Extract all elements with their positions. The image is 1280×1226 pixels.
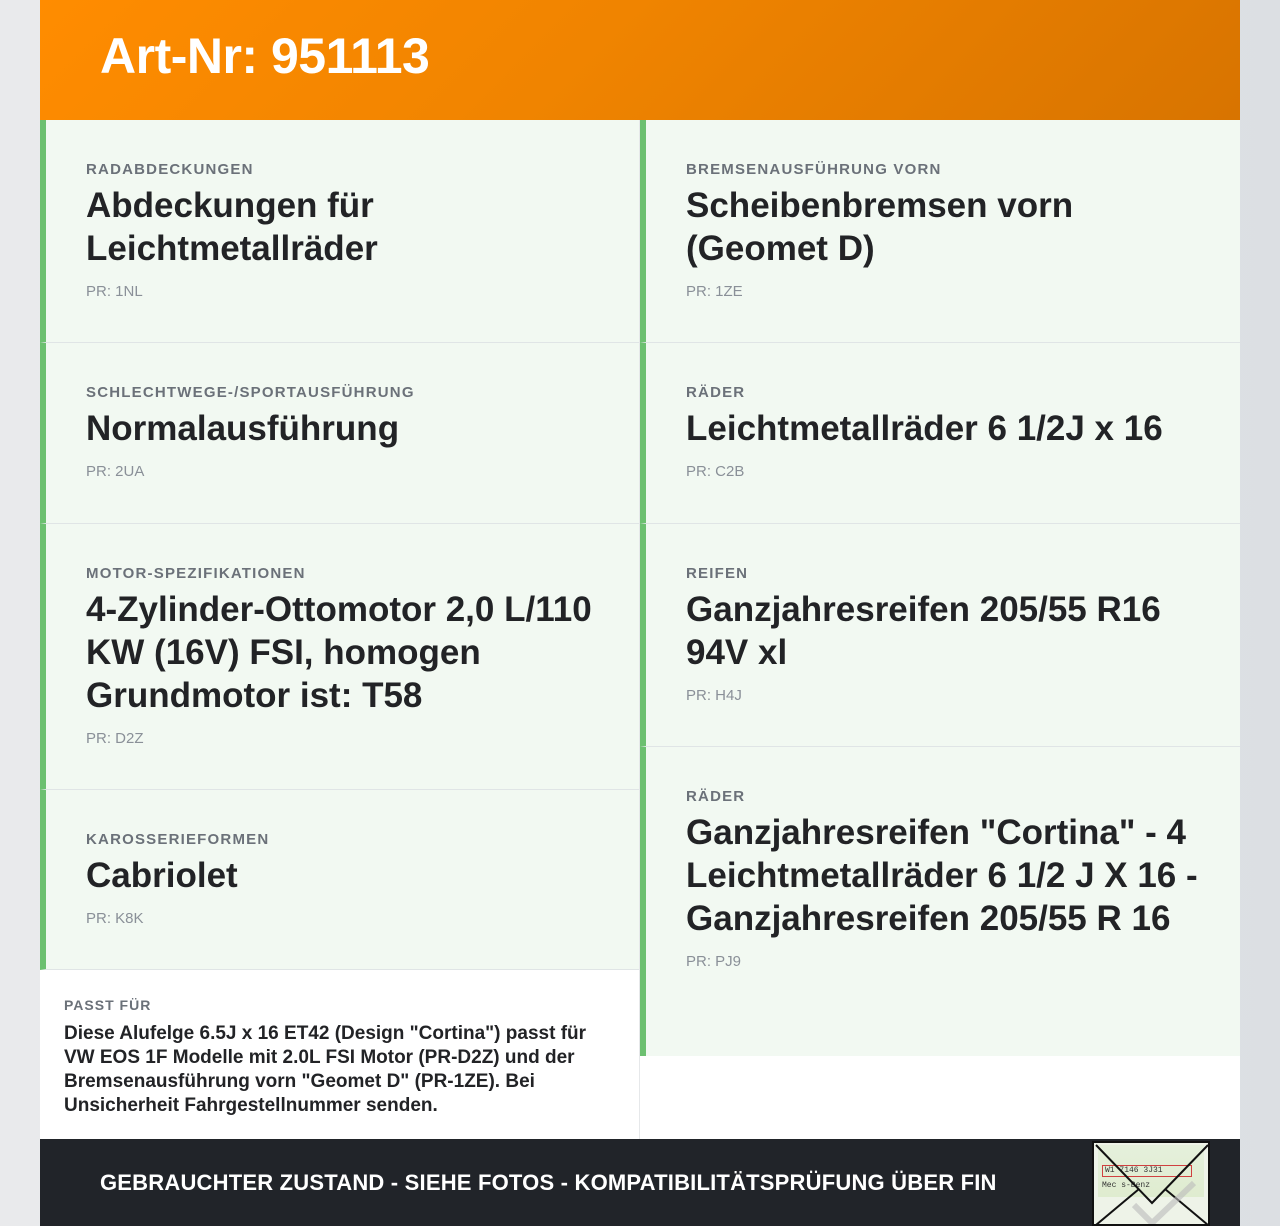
spec-pr-code: PR: 1NL <box>86 283 143 300</box>
spec-label: BREMSENAUSFÜHRUNG VORN <box>686 161 942 178</box>
header <box>40 0 1240 120</box>
spec-pr-code: PR: C2B <box>686 463 745 480</box>
vin-brand-text: Mec s-Benz <box>1102 1181 1151 1190</box>
spec-label: MOTOR-SPEZIFIKATIONEN <box>86 565 306 582</box>
spec-pr-code: PR: 2UA <box>86 463 145 480</box>
fits-section <box>40 970 639 1144</box>
fits-label: PASST FÜR <box>64 997 152 1013</box>
spec-card-raeder <box>640 343 1240 524</box>
spec-pr-code: PR: H4J <box>686 687 742 704</box>
spec-value: Normalausführung <box>86 409 400 448</box>
vin-envelope-icon <box>1092 1141 1210 1226</box>
spec-value: 4-Zylinder-Ottomotor 2,0 L/110 KW (16V) FSI, homogen Grundmotor ist: T58 <box>86 590 592 715</box>
spec-card-sportausfuehrung <box>40 343 639 524</box>
spec-card-bremsen <box>640 120 1240 343</box>
spec-card-reifen <box>640 524 1240 747</box>
left-column <box>40 120 640 1144</box>
spec-value: Ganzjahresreifen 205/55 R16 94V xl <box>686 590 1161 672</box>
vin-number-text: W1 7146 3J31 <box>1102 1165 1192 1177</box>
fits-description: Diese Alufelge 6.5J x 16 ET42 (Design "Cortina") passt für VW EOS 1F Modelle mit 2.0L FSI Motor (PR-D2Z) und der Bremsenausführung vorn "Geomet D" (PR-1ZE). Bei Unsicherheit Fahrgestellnummer senden. <box>64 1023 587 1116</box>
spec-pr-code: PR: K8K <box>86 910 144 927</box>
page <box>40 0 1240 1226</box>
spec-pr-code: PR: 1ZE <box>686 283 743 300</box>
spec-card-radabdeckungen <box>40 120 639 343</box>
right-column <box>640 120 1240 1144</box>
footer-text: GEBRAUCHTER ZUSTAND - SIEHE FOTOS - KOMPATIBILITÄTSPRÜFUNG ÜBER FIN <box>100 1169 997 1195</box>
spec-value: Abdeckungen für Leichtmetallräder <box>86 186 378 268</box>
spec-value: Scheibenbremsen vorn (Geomet D) <box>686 186 1074 268</box>
envelope-lines-icon <box>1094 1143 1210 1226</box>
spec-label: SCHLECHTWEGE-/SPORTAUSFÜHRUNG <box>86 384 415 401</box>
spec-pr-code: PR: D2Z <box>86 730 144 747</box>
spec-value: Leichtmetallräder 6 1/2J x 16 <box>686 409 1163 448</box>
spec-card-motor <box>40 524 639 790</box>
spec-label: REIFEN <box>686 565 749 582</box>
spec-columns <box>40 120 1240 1144</box>
article-number-title: Art-Nr: 951113 <box>100 28 430 84</box>
spec-label: RÄDER <box>686 384 746 401</box>
spec-card-karosserie <box>40 790 639 970</box>
spec-card-raeder-set <box>640 747 1240 1056</box>
spec-label: RADABDECKUNGEN <box>86 161 254 178</box>
spec-label: RÄDER <box>686 788 746 805</box>
spec-label: KAROSSERIEFORMEN <box>86 831 270 848</box>
spec-value: Ganzjahresreifen "Cortina" - 4 Leichtmetallräder 6 1/2 J X 16 - Ganzjahresreifen 205/55 R 16 <box>686 813 1198 938</box>
footer-banner <box>40 1139 1240 1226</box>
spec-value: Cabriolet <box>86 856 238 895</box>
spec-pr-code: PR: PJ9 <box>686 953 742 970</box>
